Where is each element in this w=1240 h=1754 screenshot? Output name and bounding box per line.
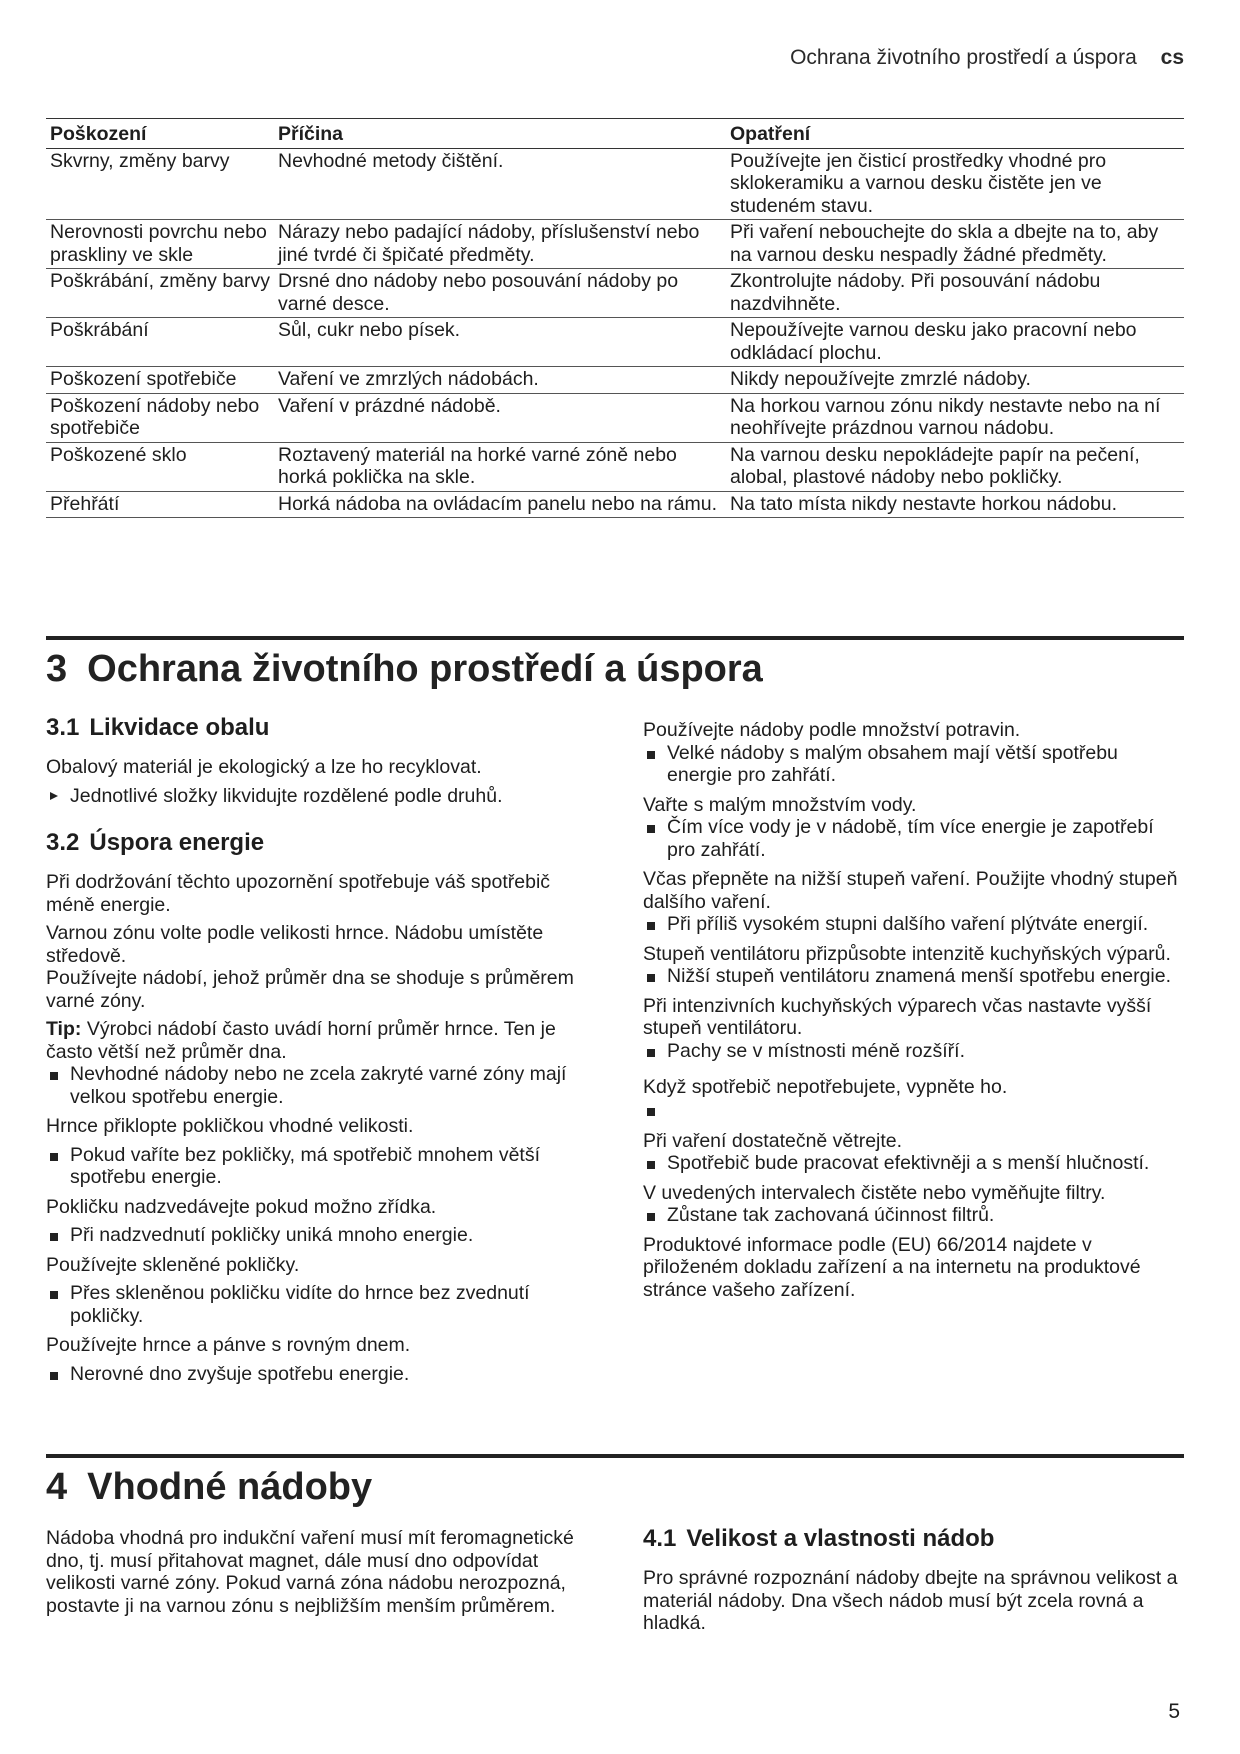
bullet-list [46, 1063, 574, 1108]
cell-remedy: Nikdy nepoužívejte zmrzlé nádoby. [726, 367, 1184, 394]
list-item: Nižší stupeň ventilátoru znamená menší spotřebu energie. [643, 965, 1183, 988]
chapter-3-left-column [46, 714, 574, 1392]
bullet-list [643, 742, 1183, 787]
cell-remedy: Při vaření nebouchejte do skla a dbejte na to, aby na varnou desku nespadly žádné předměty. [726, 220, 1184, 269]
damage-table [46, 118, 1184, 518]
bullet-list [643, 1204, 1183, 1227]
section-number: 3.2 [46, 829, 80, 856]
bullet-list [643, 965, 1183, 988]
empty-list-item [643, 1099, 1183, 1121]
section-title: Likvidace obalu [89, 714, 270, 741]
table-row [46, 367, 1184, 394]
cell-remedy: Na horkou varnou zónu nikdy nestavte nebo na ní neohřívejte prázdnou varnou nádobu. [726, 393, 1184, 442]
paragraph: Používejte nádobí, jehož průměr dna se shoduje s průměrem varné zóny. [46, 967, 574, 1012]
cell-cause: Sůl, cukr nebo písek. [274, 318, 726, 367]
paragraph: Používejte skleněné pokličky. [46, 1253, 300, 1276]
paragraph: Obalový materiál je ekologický a lze ho recyklovat. [46, 756, 482, 778]
cell-damage: Poškození spotřebiče [46, 367, 274, 394]
bullet-list [46, 1144, 574, 1189]
cell-damage: Poškrábání [46, 318, 274, 367]
column-header-cause: Příčina [274, 119, 726, 149]
table-header-row [46, 119, 1184, 149]
list-item: Nevhodné nádoby nebo ne zcela zakryté varné zóny mají velkou spotřebu energie. [46, 1063, 574, 1108]
chapter-4-right-column [643, 1525, 1183, 1641]
list-item: Při nadzvednutí pokličky uniká mnoho energie. [46, 1224, 574, 1247]
section-title: Úspora energie [89, 829, 265, 856]
list-item: Velké nádoby s malým obsahem mají větší spotřebu energie pro zahřátí. [643, 742, 1183, 787]
chapter-3-right-column [643, 719, 1183, 1307]
list-item: Přes skleněnou pokličku vidíte do hrnce bez zvednutí pokličky. [46, 1282, 574, 1327]
chapter-title-text: Vhodné nádoby [87, 1466, 373, 1508]
column-header-damage: Poškození [46, 119, 274, 149]
chapter-4-left-column [46, 1527, 574, 1623]
table-row [46, 491, 1184, 518]
chapter-number: 3 [46, 648, 68, 690]
table-row [46, 269, 1184, 318]
paragraph: Používejte hrnce a pánve s rovným dnem. [46, 1334, 411, 1356]
cell-cause: Nárazy nebo padající nádoby, příslušenství nebo jiné tvrdé či špičaté předměty. [274, 220, 726, 269]
list-item: Pachy se v místnosti méně rozšíří. [643, 1040, 1183, 1063]
cell-damage: Poškozené sklo [46, 442, 274, 491]
section-number: 4.1 [643, 1525, 677, 1552]
cell-damage: Přehřátí [46, 491, 274, 518]
paragraph: V uvedených intervalech čistěte nebo vyměňujte filtry. [643, 1181, 1106, 1204]
section-number: 3.1 [46, 714, 80, 741]
table-row [46, 442, 1184, 491]
chapter-number: 4 [46, 1466, 68, 1508]
paragraph: Při dodržování těchto upozornění spotřebuje váš spotřebič méně energie. [46, 871, 551, 916]
cell-cause: Drsné dno nádoby nebo posouvání nádoby po varné desce. [274, 269, 726, 318]
cell-cause: Vaření v prázdné nádobě. [274, 393, 726, 442]
bullet-list [643, 1099, 1183, 1121]
paragraph: Varnou zónu volte podle velikosti hrnce. Nádobu umístěte středově. [46, 922, 544, 967]
instruction-list [46, 785, 574, 808]
cell-cause: Roztavený materiál na horké varné zóně nebo horká poklička na skle. [274, 442, 726, 491]
cell-remedy: Používejte jen čisticí prostředky vhodné pro sklokeramiku a varnou desku čistěte jen ve studeném stavu. [726, 148, 1184, 220]
cell-remedy: Na varnou desku nepokládejte papír na pečení, alobal, plastové nádoby nebo pokličky. [726, 442, 1184, 491]
bullet-list [643, 913, 1183, 936]
section-3-2-heading [46, 829, 574, 857]
paragraph: Vařte s malým množstvím vody. [643, 793, 917, 816]
tip-label: Tip: [46, 1018, 82, 1040]
paragraph: Produktové informace podle (EU) 66/2014 najdete v přiloženém dokladu zařízení a na internetu na produktové stránce vašeho zařízení. [643, 1233, 1141, 1301]
cell-remedy: Zkontrolujte nádoby. Při posouvání nádobu nazdvihněte. [726, 269, 1184, 318]
cell-damage: Skvrny, změny barvy [46, 148, 274, 220]
bullet-list [643, 1152, 1183, 1175]
paragraph: Při vaření dostatečně větrejte. [643, 1129, 903, 1152]
section-4-1-heading [643, 1525, 1183, 1553]
cell-cause: Vaření ve zmrzlých nádobách. [274, 367, 726, 394]
paragraph: Nádoba vhodná pro indukční vaření musí mít feromagnetické dno, tj. musí přitahovat magnet, dále musí dno odpovídat velikosti varné zóny. Pokud varná zóna nádobu nerozpozná, postavte ji na varnou zónu s nejbližším menším průměrem. [46, 1527, 574, 1617]
list-item: Spotřebič bude pracovat efektivněji a s menší hlučností. [643, 1152, 1183, 1175]
chapter-title-text: Ochrana životního prostředí a úspora [87, 648, 763, 690]
bullet-list [46, 1363, 574, 1386]
language-code: cs [1160, 46, 1184, 69]
paragraph: Když spotřebič nepotřebujete, vypněte ho. [643, 1076, 1008, 1098]
header-title: Ochrana životního prostředí a úspora [790, 46, 1137, 69]
page-number: 5 [1168, 1700, 1180, 1723]
chapter-divider [46, 1454, 1184, 1458]
list-item: Zůstane tak zachovaná účinnost filtrů. [643, 1204, 1183, 1227]
paragraph: Včas přepněte na nižší stupeň vaření. Použijte vhodný stupeň dalšího vaření. [643, 868, 1178, 913]
chapter-3-title [46, 648, 763, 691]
column-header-remedy: Opatření [726, 119, 1184, 149]
running-header [790, 46, 1184, 70]
cell-cause: Nevhodné metody čištění. [274, 148, 726, 220]
list-item: Při příliš vysokém stupni dalšího vaření plýtváte energií. [643, 913, 1183, 936]
paragraph: Stupeň ventilátoru přizpůsobte intenzitě kuchyňských výparů. [643, 942, 1171, 965]
cell-damage: Poškození nádoby nebo spotřebiče [46, 393, 274, 442]
list-item: Pokud vaříte bez pokličky, má spotřebič mnohem větší spotřebu energie. [46, 1144, 574, 1189]
section-3-1-heading [46, 714, 574, 742]
paragraph: Pro správné rozpoznání nádoby dbejte na správnou velikost a materiál nádoby. Dna všech nádob musí být zcela rovná a hladká. [643, 1567, 1178, 1634]
cell-remedy: Nepoužívejte varnou desku jako pracovní nebo odkládací plochu. [726, 318, 1184, 367]
paragraph: Hrnce přiklopte pokličkou vhodné velikosti. [46, 1115, 414, 1137]
chapter-4-title [46, 1466, 372, 1509]
list-item: Čím více vody je v nádobě, tím více energie je zapotřebí pro zahřátí. [643, 816, 1183, 861]
paragraph: Používejte nádoby podle množství potravin. [643, 719, 1021, 741]
chapter-divider [46, 636, 1184, 640]
list-item: Nerovné dno zvyšuje spotřebu energie. [46, 1363, 574, 1386]
tip-text: Výrobci nádobí často uvádí horní průměr hrnce. Ten je často větší než průměr dna. [46, 1018, 556, 1063]
bullet-list [643, 1040, 1183, 1063]
paragraph: Pokličku nadzvedávejte pokud možno zřídka. [46, 1195, 437, 1218]
table-row [46, 220, 1184, 269]
table-row [46, 148, 1184, 220]
bullet-list [46, 1282, 574, 1327]
paragraph: Při intenzivních kuchyňských výparech včas nastavte vyšší stupeň ventilátoru. [643, 994, 1152, 1039]
cell-remedy: Na tato místa nikdy nestavte horkou nádobu. [726, 491, 1184, 518]
instruction-step: Jednotlivé složky likvidujte rozdělené podle druhů. [46, 785, 574, 808]
tip-paragraph [46, 1018, 574, 1063]
section-title: Velikost a vlastnosti nádob [686, 1525, 995, 1552]
cell-damage: Poškrábání, změny barvy [46, 269, 274, 318]
bullet-list [46, 1224, 574, 1247]
bullet-list [643, 816, 1183, 861]
cell-cause: Horká nádoba na ovládacím panelu nebo na rámu. [274, 491, 726, 518]
table-row [46, 393, 1184, 442]
table-row [46, 318, 1184, 367]
cell-damage: Nerovnosti povrchu nebo praskliny ve skle [46, 220, 274, 269]
